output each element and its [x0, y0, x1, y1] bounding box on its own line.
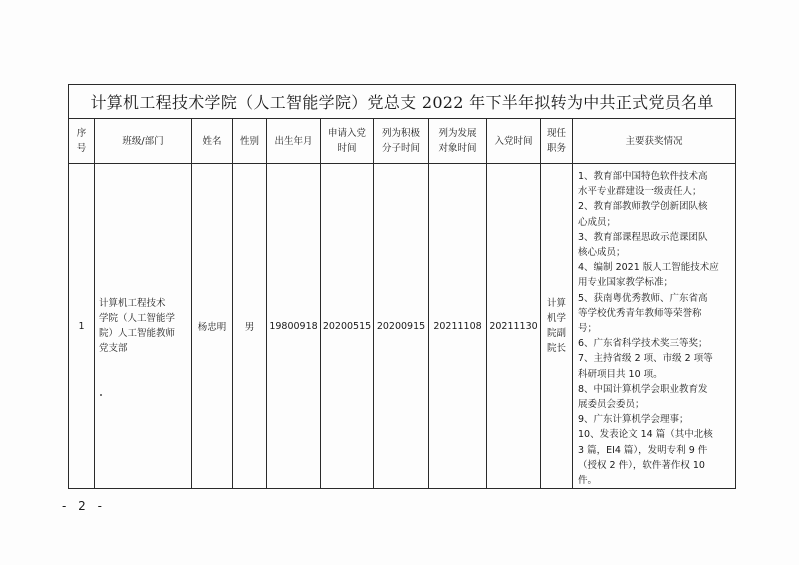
page-number: - 2 -: [62, 499, 106, 513]
header-develop-date: 列为发展 对象时间: [429, 119, 487, 164]
header-birth: 出生年月: [267, 119, 321, 164]
cell-activist-date: 20200915: [374, 164, 429, 489]
cell-name: 杨忠明: [192, 164, 233, 489]
cell-position: 计算 机学 院副 院长: [541, 164, 573, 489]
header-gender: 性别: [233, 119, 267, 164]
cell-apply-date: 20200515: [321, 164, 374, 489]
header-apply-date: 申请入党 时间: [321, 119, 374, 164]
cell-seq: 1: [69, 164, 95, 489]
header-awards: 主要获奖情况: [573, 119, 736, 164]
cell-awards: 1、教育部中国特色软件技术高 水平专业群建设一级责任人； 2、教育部教师教学创新团队核 心成员； 3、教育部课程思政示范课团队 核心成员； 4、编制 2021 版人工智能技术应 用专业国家教学标准； 5、获南粤优秀教师、广东省高 等学校优秀青年教师等荣誉称 号； 6、广东省科学技术奖三等奖； 7、主持省级 2 项、市级 2 项等 科研项目共 10 项。 8、中国计算机学会职业教育发 展委员会委员； 9、广东计算机学会理事； 10、发表论文 14 篇（其中北核 3 篇，EI4 篇），发明专利 9 件 （授权 2 件），软件著作权 10 件。: [573, 164, 736, 489]
table-header-row: [69, 119, 736, 164]
cell-join-date: 20211130: [487, 164, 541, 489]
header-dept: 班级/部门: [95, 119, 192, 164]
header-position: 现任 职务: [541, 119, 573, 164]
header-activist-date: 列为积极 分子时间: [374, 119, 429, 164]
header-seq: 序 号: [69, 119, 95, 164]
cell-develop-date: 20211108: [429, 164, 487, 489]
header-join-date: 入党时间: [487, 119, 541, 164]
scan-speck: [100, 394, 102, 396]
cell-dept: 计算机工程技术 学院（人工智能学 院）人工智能教师 党支部: [95, 164, 192, 489]
document-title: 计算机工程技术学院（人工智能学院）党总支 2022 年下半年拟转为中共正式党员名单: [69, 85, 736, 119]
header-name: 姓名: [192, 119, 233, 164]
cell-birth: 19800918: [267, 164, 321, 489]
cell-gender: 男: [233, 164, 267, 489]
party-member-roster-table: [68, 84, 736, 489]
table-row: [69, 164, 736, 489]
